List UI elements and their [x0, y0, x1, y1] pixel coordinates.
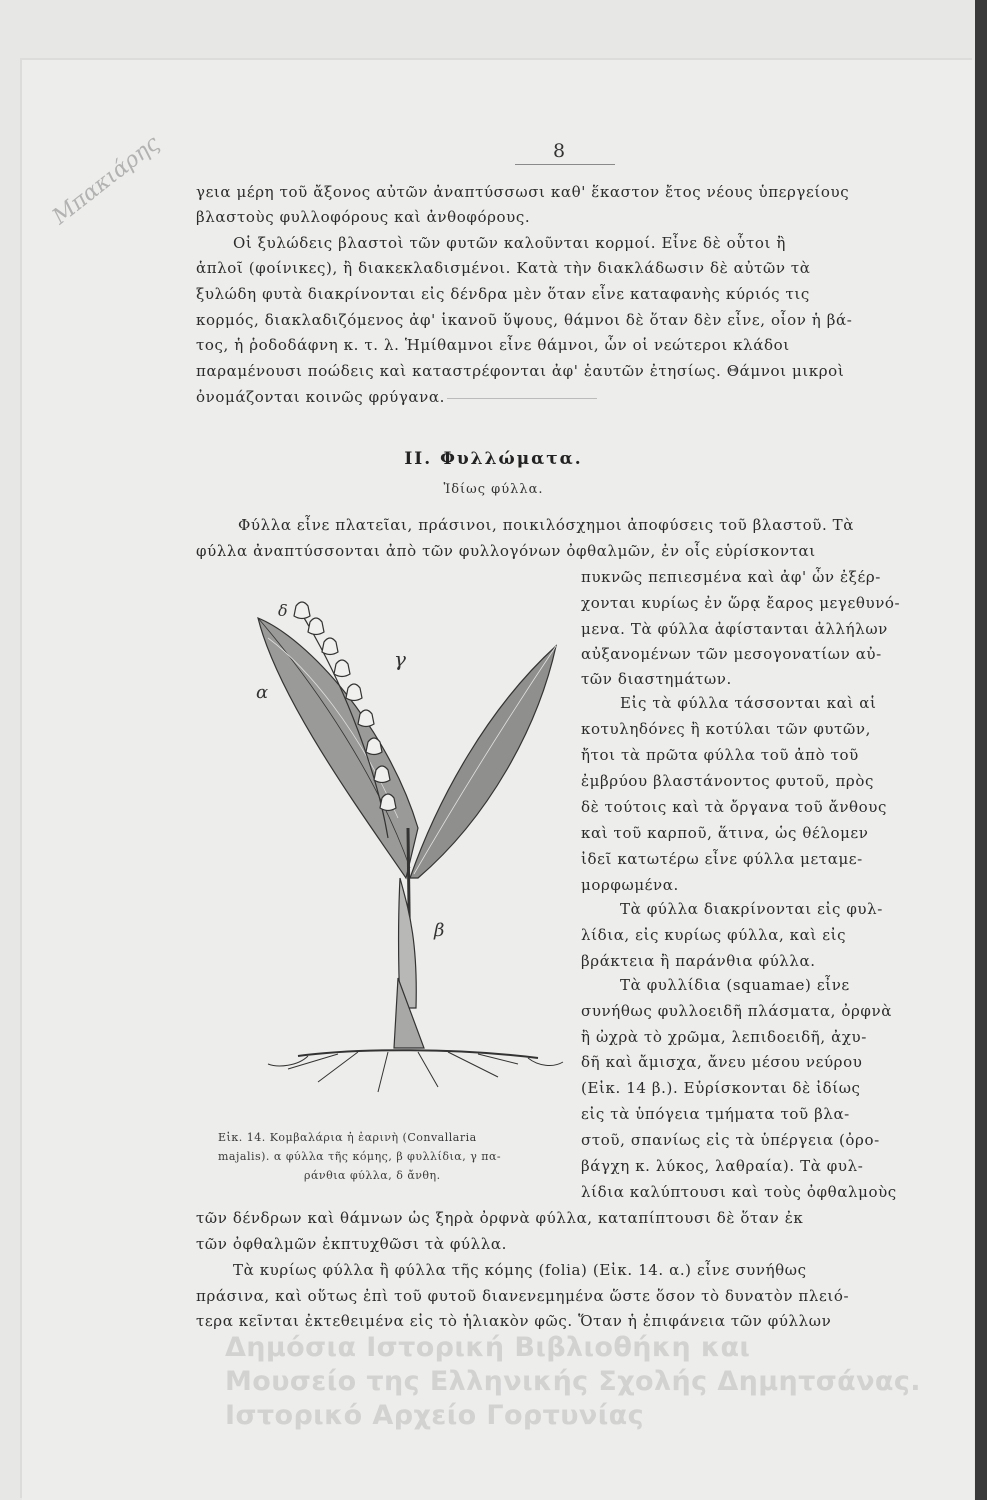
lily-of-the-valley-illustration — [238, 578, 578, 1118]
text-line: χονται κυρίως ἐν ὥρᾳ ἔαρος μεγεθυνό- — [581, 594, 901, 612]
text-line: μορφωμένα. — [581, 876, 679, 894]
figure-caption-line: Εἰκ. 14. Κομβαλάρια ἡ ἐαρινὴ (Convallaria — [218, 1131, 477, 1144]
text-line: Οἱ ξυλώδεις βλαστοὶ τῶν φυτῶν καλοῦνται κορμοί. Εἶνε δὲ οὗτοι ἢ — [233, 234, 786, 252]
text-line: στοῦ, σπανίως εἰς τὰ ὑπέργεια (ὀρο- — [581, 1131, 880, 1149]
text-line: βράκτεια ἢ παράνθια φύλλα. — [581, 952, 816, 970]
text-line: Τὰ φυλλίδια (squamae) εἶνε — [620, 976, 850, 994]
watermark-line: Δημόσια Ιστορική Βιβλιοθήκη και — [225, 1332, 751, 1363]
handwritten-annotation: Μπακιάρης — [48, 131, 165, 230]
text-line: (Εἰκ. 14 β.). Εὑρίσκονται δὲ ἰδίως — [581, 1079, 861, 1097]
text-line: ξυλώδη φυτὰ διακρίνονται εἰς δένδρα μὲν ὅταν εἶνε καταφανὴς κύριός τις — [196, 285, 810, 303]
text-line: εἰς τὰ ὑπόγεια τμήματα τοῦ βλα- — [581, 1105, 850, 1123]
watermark-line: Μουσείο της Ελληνικής Σχολής Δημητσάνας. — [225, 1366, 921, 1397]
text-line: βάγχη κ. λύκος, λαθραία). Τὰ φυλ- — [581, 1157, 864, 1175]
text-line: ἤτοι τὰ πρῶτα φύλλα τοῦ ἀπὸ τοῦ — [581, 746, 859, 764]
text-line: κοτυληδόνες ἢ κοτύλαι τῶν φυτῶν, — [581, 720, 871, 738]
text-line: δὲ τούτοις καὶ τὰ ὄργανα τοῦ ἄνθους — [581, 798, 888, 816]
text-line: φύλλα ἀναπτύσσονται ἀπὸ τῶν φυλλογόνων ὀφθαλμῶν, ἐν οἷς εὑρίσκονται — [196, 542, 816, 560]
figure-label-delta: δ — [278, 601, 288, 620]
text-line: τῶν δένδρων καὶ θάμνων ὡς ξηρὰ ὀρφνὰ φύλλα, καταπίπτουσι δὲ ὅταν ἐκ — [196, 1209, 804, 1227]
text-line: ἐμβρύου βλαστάνοντος φυτοῦ, πρὸς — [581, 772, 874, 790]
text-line: ἁπλοῖ (φοίνικες), ἢ διακεκλαδισμένοι. Κατὰ τὴν διακλάδωσιν δὲ αὐτῶν τὰ — [196, 259, 811, 277]
text-line: ὀνομάζονται κοινῶς φρύγανα. — [196, 388, 445, 406]
pencil-mark — [447, 398, 597, 399]
text-line: δῆ καὶ ἄμισχα, ἄνευ μέσου νεύρου — [581, 1053, 863, 1071]
text-line: Τὰ κυρίως φύλλα ἢ φύλλα τῆς κόμης (folia) (Εἰκ. 14. α.) εἶνε συνήθως — [233, 1261, 807, 1279]
figure-label-beta: β — [434, 920, 445, 941]
header-rule — [515, 164, 615, 165]
text-line: λίδια, εἰς κυρίως φύλλα, καὶ εἰς — [581, 926, 847, 944]
text-line: τῶν διαστημάτων. — [581, 670, 732, 688]
text-line: ἰδεῖ κατωτέρω εἶνε φύλλα μεταμε- — [581, 850, 863, 868]
figure-label-alpha: α — [256, 682, 269, 703]
text-line: συνήθως φυλλοειδῆ πλάσματα, ὀρφνὰ — [581, 1002, 892, 1020]
text-line: βλαστοὺς φυλλοφόρους καὶ ἀνθοφόρους. — [196, 208, 531, 226]
text-line: Εἰς τὰ φύλλα τάσσονται καὶ αἱ — [620, 694, 877, 712]
text-line: Τὰ φύλλα διακρίνονται εἰς φυλ- — [620, 900, 883, 918]
text-line: μενα. Τὰ φύλλα ἀφίστανται ἀλλήλων — [581, 620, 888, 638]
text-line: γεια μέρη τοῦ ἄξονος αὐτῶν ἀναπτύσσωσι καθ' ἕκαστον ἔτος νέους ὑπεργείους — [196, 183, 850, 201]
figure-label-gamma: γ — [394, 647, 406, 671]
section-subheading: Ἰδίως φύλλα. — [443, 482, 544, 497]
text-line: καὶ τοῦ καρποῦ, ἅτινα, ὡς θέλομεν — [581, 824, 869, 842]
text-line: Φύλλα εἶνε πλατεῖαι, πράσινοι, ποικιλόσχημοι ἀποφύσεις τοῦ βλαστοῦ. Τὰ — [238, 516, 855, 534]
text-line: πυκνῶς πεπιεσμένα καὶ ἀφ' ὧν ἐξέρ- — [581, 568, 881, 586]
text-line: αὐξανομένων τῶν μεσογονατίων αὐ- — [581, 645, 882, 663]
text-line: τος, ἡ ῥοδοδάφνη κ. τ. λ. Ἡμίθαμνοι εἶνε θάμνοι, ὧν οἱ νεώτεροι κλάδοι — [196, 336, 790, 354]
figure-caption-line: majalis). α φύλλα τῆς κόμης, β φυλλίδια, γ πα- — [218, 1150, 502, 1163]
text-line: πράσινα, καὶ οὕτως ἐπὶ τοῦ φυτοῦ διανενεμημένα ὥστε ὅσον τὸ δυνατὸν πλειό- — [196, 1287, 850, 1305]
text-line: τῶν ὀφθαλμῶν ἐκπτυχθῶσι τὰ φύλλα. — [196, 1235, 507, 1253]
text-line: κορμός, διακλαδιζόμενος ἀφ' ἱκανοῦ ὕψους, θάμνοι δὲ ὅταν δὲν εἶνε, οἷον ἡ βά- — [196, 311, 853, 329]
section-heading: ΙΙ. Φυλλώματα. — [404, 449, 583, 469]
text-line: παραμένουσι ποώδεις καὶ καταστρέφονται ἀφ' ἑαυτῶν ἐτησίως. Θάμνοι μικροὶ — [196, 362, 845, 380]
text-line: λίδια καλύπτουσι καὶ τοὺς ὀφθαλμοὺς — [581, 1183, 897, 1201]
text-line: τερα κεῖνται ἐκτεθειμένα εἰς τὸ ἡλιακὸν φῶς. Ὅταν ἡ ἐπιφάνεια τῶν φύλλων — [196, 1312, 832, 1330]
watermark-line: Ιστορικό Αρχείο Γορτυνίας — [225, 1400, 644, 1431]
text-line: ἢ ὠχρὰ τὸ χρῶμα, λεπιδοειδῆ, ἀχυ- — [581, 1028, 867, 1046]
page-number: 8 — [553, 140, 566, 162]
figure-caption-line: ράνθια φύλλα, δ ἄνθη. — [304, 1169, 441, 1182]
